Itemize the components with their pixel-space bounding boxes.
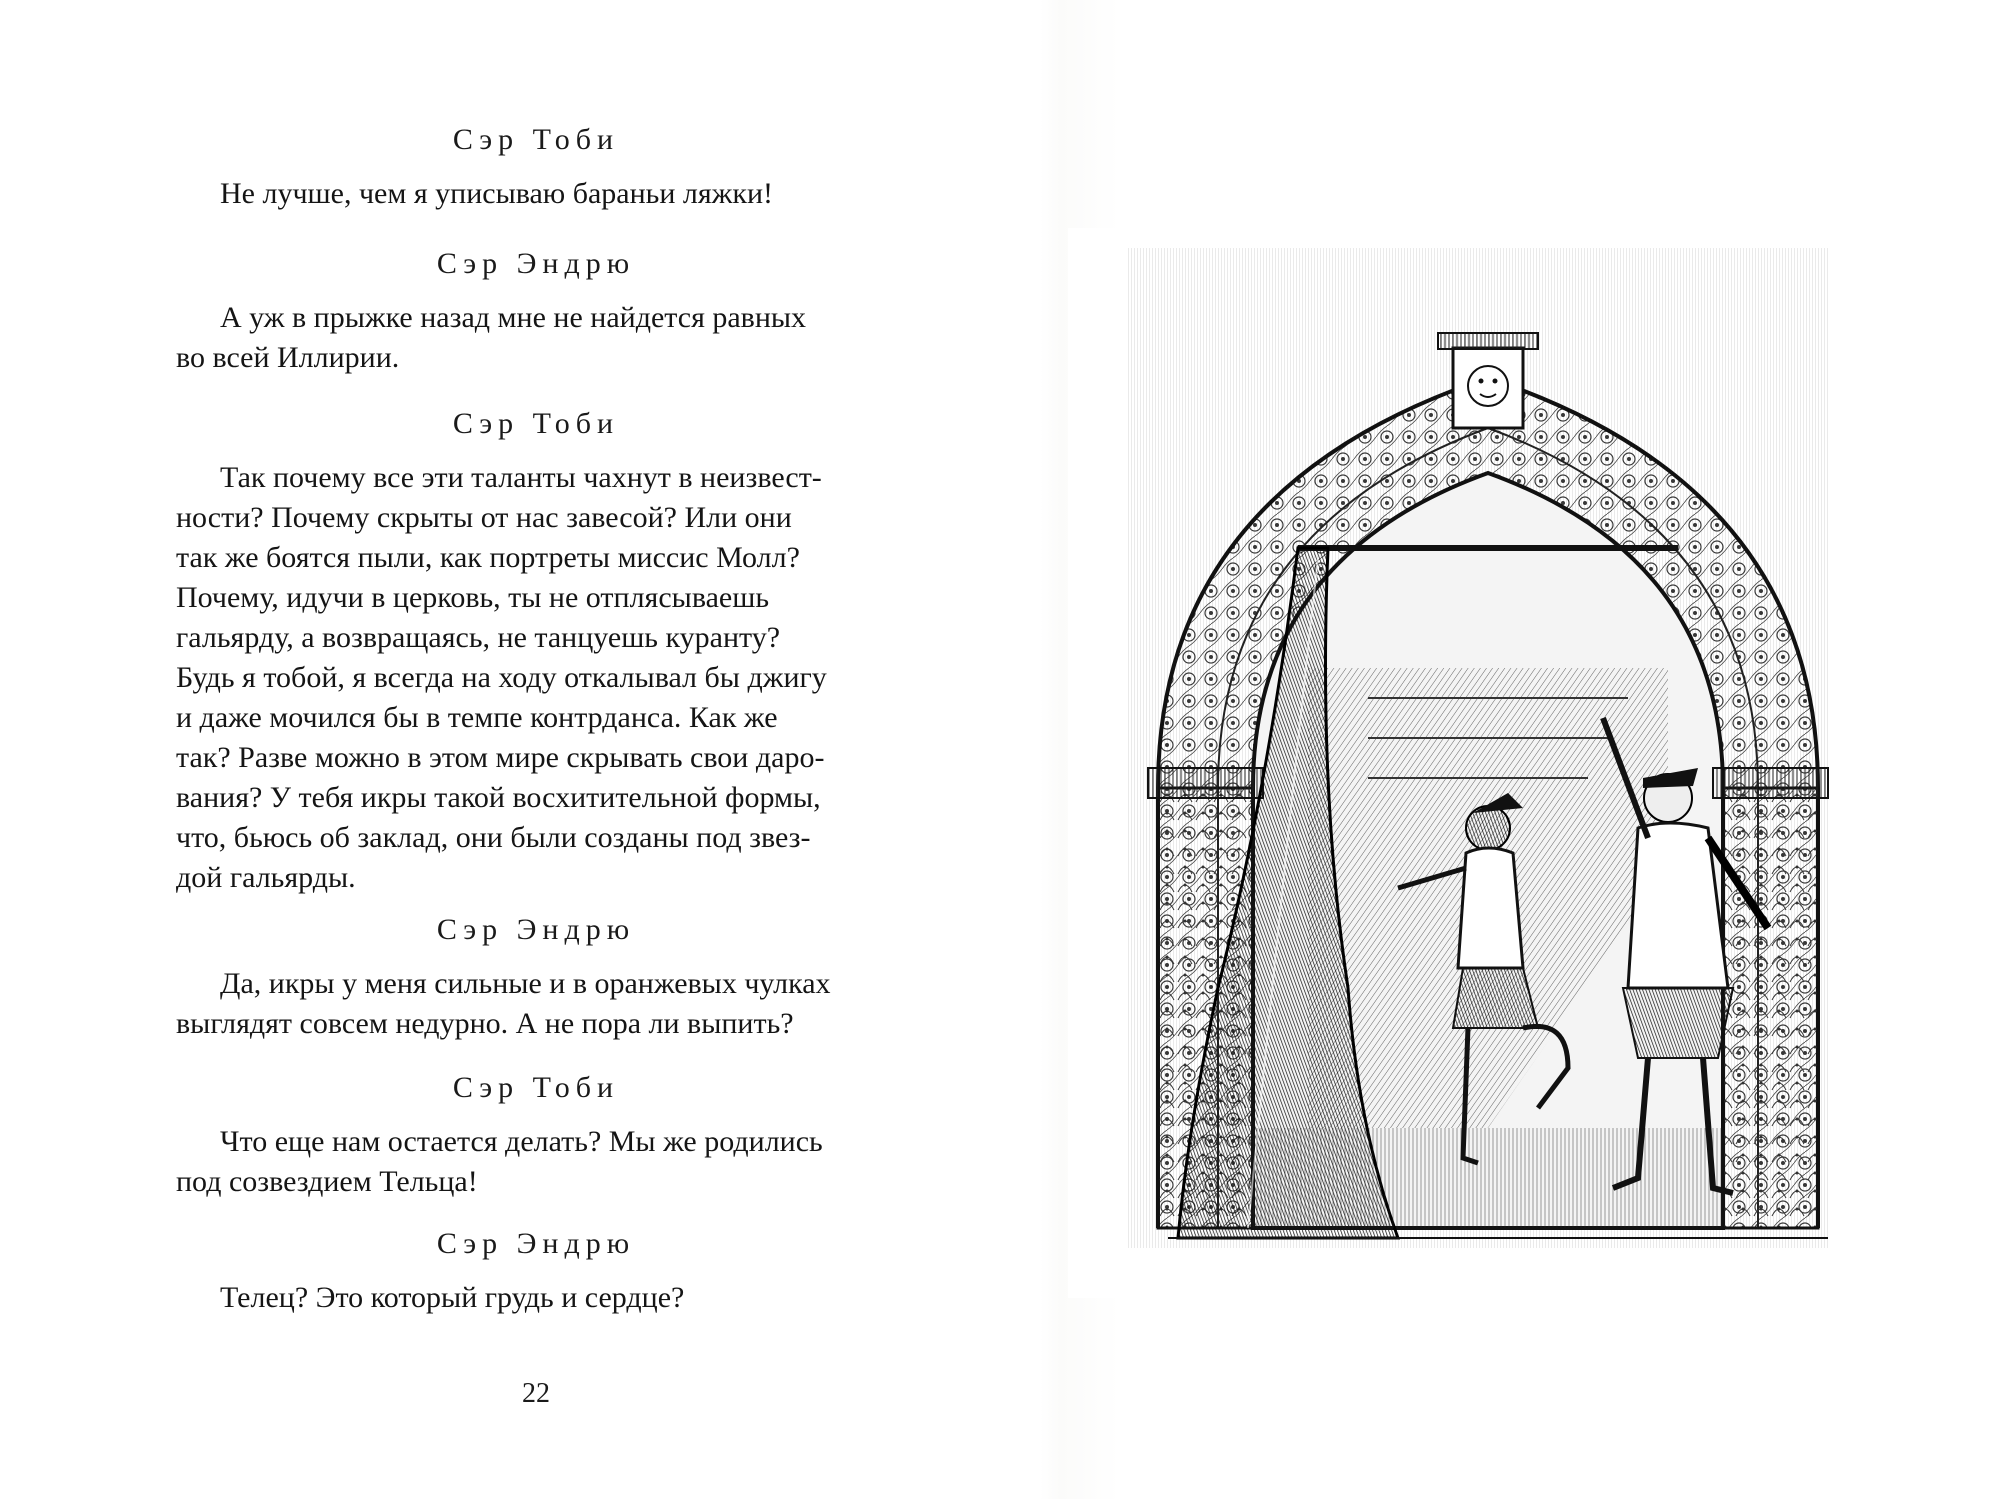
speech-line: Почему, идучи в церковь, ты не отплясываешь [176,581,769,614]
speaker-name: Сэр Эндрю [436,1227,636,1260]
speech-line: Так почему все эти таланты чахнут в неизвест- [220,461,822,494]
speech-line: дой гальярды. [176,861,356,894]
archway-engraving-icon [1068,228,1908,1298]
left-page [176,120,896,1450]
speech-line: и даже мочился бы в темпе контрданса. Как же [176,701,778,734]
speech-line: ности? Почему скрыты от нас завесой? Или они [176,501,792,534]
speech-line: Не лучше, чем я уписываю бараньи ляжки! [220,177,774,210]
speech-text [176,1122,896,1202]
dialogue-block [176,404,896,898]
speech-line: А уж в прыжке назад мне не найдется равных [220,301,807,334]
dialogue-block [176,1224,896,1318]
speech-line: во всей Иллирии. [176,341,400,374]
speech-text [176,1278,896,1318]
speech-line: Что еще нам остается делать? Мы же родились [220,1125,823,1158]
speech-line: так же боятся пыли, как портреты миссис Молл? [176,541,800,574]
speech-line: вания? У тебя икры такой восхитительной формы, [176,781,821,814]
speech-line: Будь я тобой, я всегда на ходу откалывал бы джигу [176,661,827,694]
dialogue-block [176,910,896,1044]
dialogue-block [176,120,896,214]
speech-line: что, бьюсь об заклад, они были созданы под звез- [176,821,811,854]
page-number: 22 [522,1378,550,1409]
speaker-name: Сэр Тоби [452,407,620,440]
speaker-name: Сэр Эндрю [436,247,636,280]
speech-line: так? Разве можно в этом мире скрывать свои даро- [176,741,825,774]
speech-text [176,964,896,1044]
engraving-illustration [1068,228,1908,1298]
speaker-name: Сэр Тоби [452,123,620,156]
dialogue-block [176,244,896,378]
speech-line: выглядят совсем недурно. А не пора ли выпить? [176,1007,794,1040]
speech-text [176,458,896,898]
dialogue-block [176,1068,896,1202]
speaker-name: Сэр Тоби [452,1071,620,1104]
speech-line: Да, икры у меня сильные и в оранжевых чулках [220,967,831,1000]
speech-text [176,174,896,214]
speaker-name: Сэр Эндрю [436,913,636,946]
speech-text [176,298,896,378]
speech-line: гальярду, а возвращаясь, не танцуешь куранту? [176,621,781,654]
speech-line: Телец? Это который грудь и сердце? [220,1281,685,1314]
speech-line: под созвездием Тельца! [176,1165,478,1198]
